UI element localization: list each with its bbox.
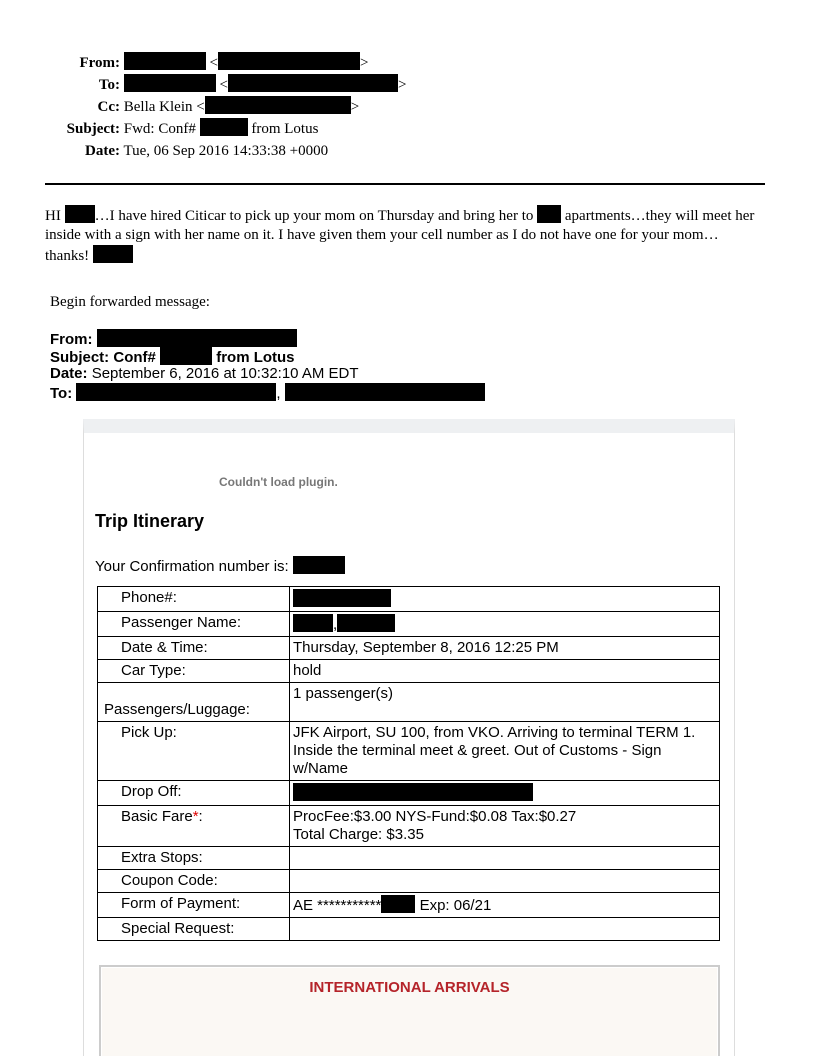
- fare-line: ProcFee:$3.00 NYS-Fund:$0.08 Tax:$0.27: [293, 808, 577, 825]
- redaction: [124, 74, 216, 92]
- subject-text: from Lotus: [216, 349, 295, 366]
- row-label: Passenger Name:: [98, 612, 290, 637]
- row-value: Thursday, September 8, 2016 12:25 PM: [290, 637, 720, 660]
- date-value: September 6, 2016 at 10:32:10 AM EDT: [91, 365, 359, 382]
- table-row: [98, 918, 720, 941]
- redaction: [293, 589, 391, 607]
- email-header: From: < > To: < > Cc: Bella Klein < > Subject: Fwd: Conf# from Lotus Date: Tue, 06 Sep 2016 14:33:38 +0000: [60, 52, 406, 162]
- table-row: [98, 893, 720, 918]
- table-row: [98, 683, 720, 722]
- row-value: [290, 870, 720, 893]
- redaction: [285, 383, 485, 401]
- international-arrivals-box: [99, 965, 720, 1056]
- row-label: Phone#:: [98, 587, 290, 612]
- conf-label: Your Confirmation number is:: [95, 558, 289, 575]
- intl-heading: INTERNATIONAL ARRIVALS: [309, 979, 510, 996]
- row-value: ,: [333, 616, 338, 633]
- redaction: [537, 205, 561, 223]
- redaction: [205, 96, 351, 114]
- redaction: [160, 347, 212, 365]
- redaction: [93, 245, 133, 263]
- table-row: [98, 870, 720, 893]
- row-label: [98, 806, 290, 847]
- row-label: Date & Time:: [98, 637, 290, 660]
- redaction: [124, 52, 206, 70]
- card-number: AE ***********: [293, 897, 382, 914]
- redaction: [293, 614, 333, 632]
- redaction: [218, 52, 360, 70]
- table-row: [98, 612, 720, 637]
- subject-text: from Lotus: [251, 121, 319, 137]
- label-text: :: [198, 808, 203, 825]
- body-text: apartments…they will meet her inside with a sign with her name on it. I have given them your cell number as I do not have one for your mom…thanks!: [45, 208, 755, 264]
- divider: [45, 183, 765, 185]
- confirmation: [95, 556, 345, 575]
- subject-text: Fwd: Conf#: [123, 121, 196, 137]
- itinerary-title: Trip Itinerary: [95, 511, 205, 531]
- redaction: [381, 895, 415, 913]
- row-value: 1 passenger(s): [290, 683, 720, 722]
- fwd-from: [50, 329, 297, 349]
- label: To:: [50, 385, 73, 402]
- table-row: [98, 781, 720, 806]
- row-value: hold: [290, 660, 720, 683]
- redaction: [293, 783, 533, 801]
- subject-label: Subject:: [66, 121, 120, 137]
- redaction: [200, 118, 248, 136]
- label: Date:: [50, 365, 88, 382]
- row-label: Coupon Code:: [98, 870, 290, 893]
- plugin-error: Couldn't load plugin.: [219, 475, 338, 489]
- fwd-subject: [50, 347, 295, 367]
- redaction: [65, 205, 95, 223]
- row-value: [290, 806, 720, 847]
- fwd-date: [50, 365, 359, 383]
- cc-name: Bella Klein: [123, 99, 193, 115]
- label-text: Basic Fare: [121, 808, 193, 825]
- table-row: [98, 637, 720, 660]
- body-text: HI: [45, 208, 61, 224]
- row-label: Form of Payment:: [98, 893, 290, 918]
- redaction: [97, 329, 297, 347]
- message-body: [45, 205, 760, 266]
- from-label: From:: [79, 55, 120, 71]
- row-label: Car Type:: [98, 660, 290, 683]
- subject-text: Conf#: [113, 349, 156, 366]
- required-asterisk: *: [192, 808, 199, 825]
- redaction: [76, 383, 276, 401]
- row-value: JFK Airport, SU 100, from VKO. Arriving to terminal TERM 1. Inside the terminal meet & greet. Out of Customs - Sign w/Name: [290, 722, 720, 781]
- table-row: [98, 660, 720, 683]
- forward-intro: Begin forwarded message:: [50, 294, 210, 310]
- redaction: [337, 614, 395, 632]
- date-value: Tue, 06 Sep 2016 14:33:38 +0000: [123, 143, 329, 159]
- row-label: Special Request:: [98, 918, 290, 941]
- table-row: [98, 847, 720, 870]
- date-label: Date:: [85, 143, 120, 159]
- row-label: Passengers/Luggage:: [98, 683, 290, 722]
- row-label: Extra Stops:: [98, 847, 290, 870]
- total-line: Total Charge: $3.35: [293, 826, 424, 843]
- itinerary-card: [83, 419, 735, 1056]
- itinerary-table: [97, 586, 720, 941]
- label: Subject:: [50, 349, 110, 366]
- redaction: [228, 74, 398, 92]
- row-value: [290, 893, 720, 918]
- cc-label: Cc:: [97, 99, 120, 115]
- to-label: To:: [98, 77, 120, 93]
- row-label: Drop Off:: [98, 781, 290, 806]
- redaction: [293, 556, 345, 574]
- table-row: [98, 722, 720, 781]
- table-row: [98, 806, 720, 847]
- row-value: [290, 847, 720, 870]
- label: From:: [50, 331, 93, 348]
- row-value: [290, 918, 720, 941]
- row-label: Pick Up:: [98, 722, 290, 781]
- fwd-to: To: ,: [50, 383, 485, 403]
- card-exp: Exp: 06/21: [419, 897, 492, 914]
- table-row: [98, 587, 720, 612]
- body-text: …I have hired Citicar to pick up your mom on Thursday and bring her to: [94, 208, 534, 224]
